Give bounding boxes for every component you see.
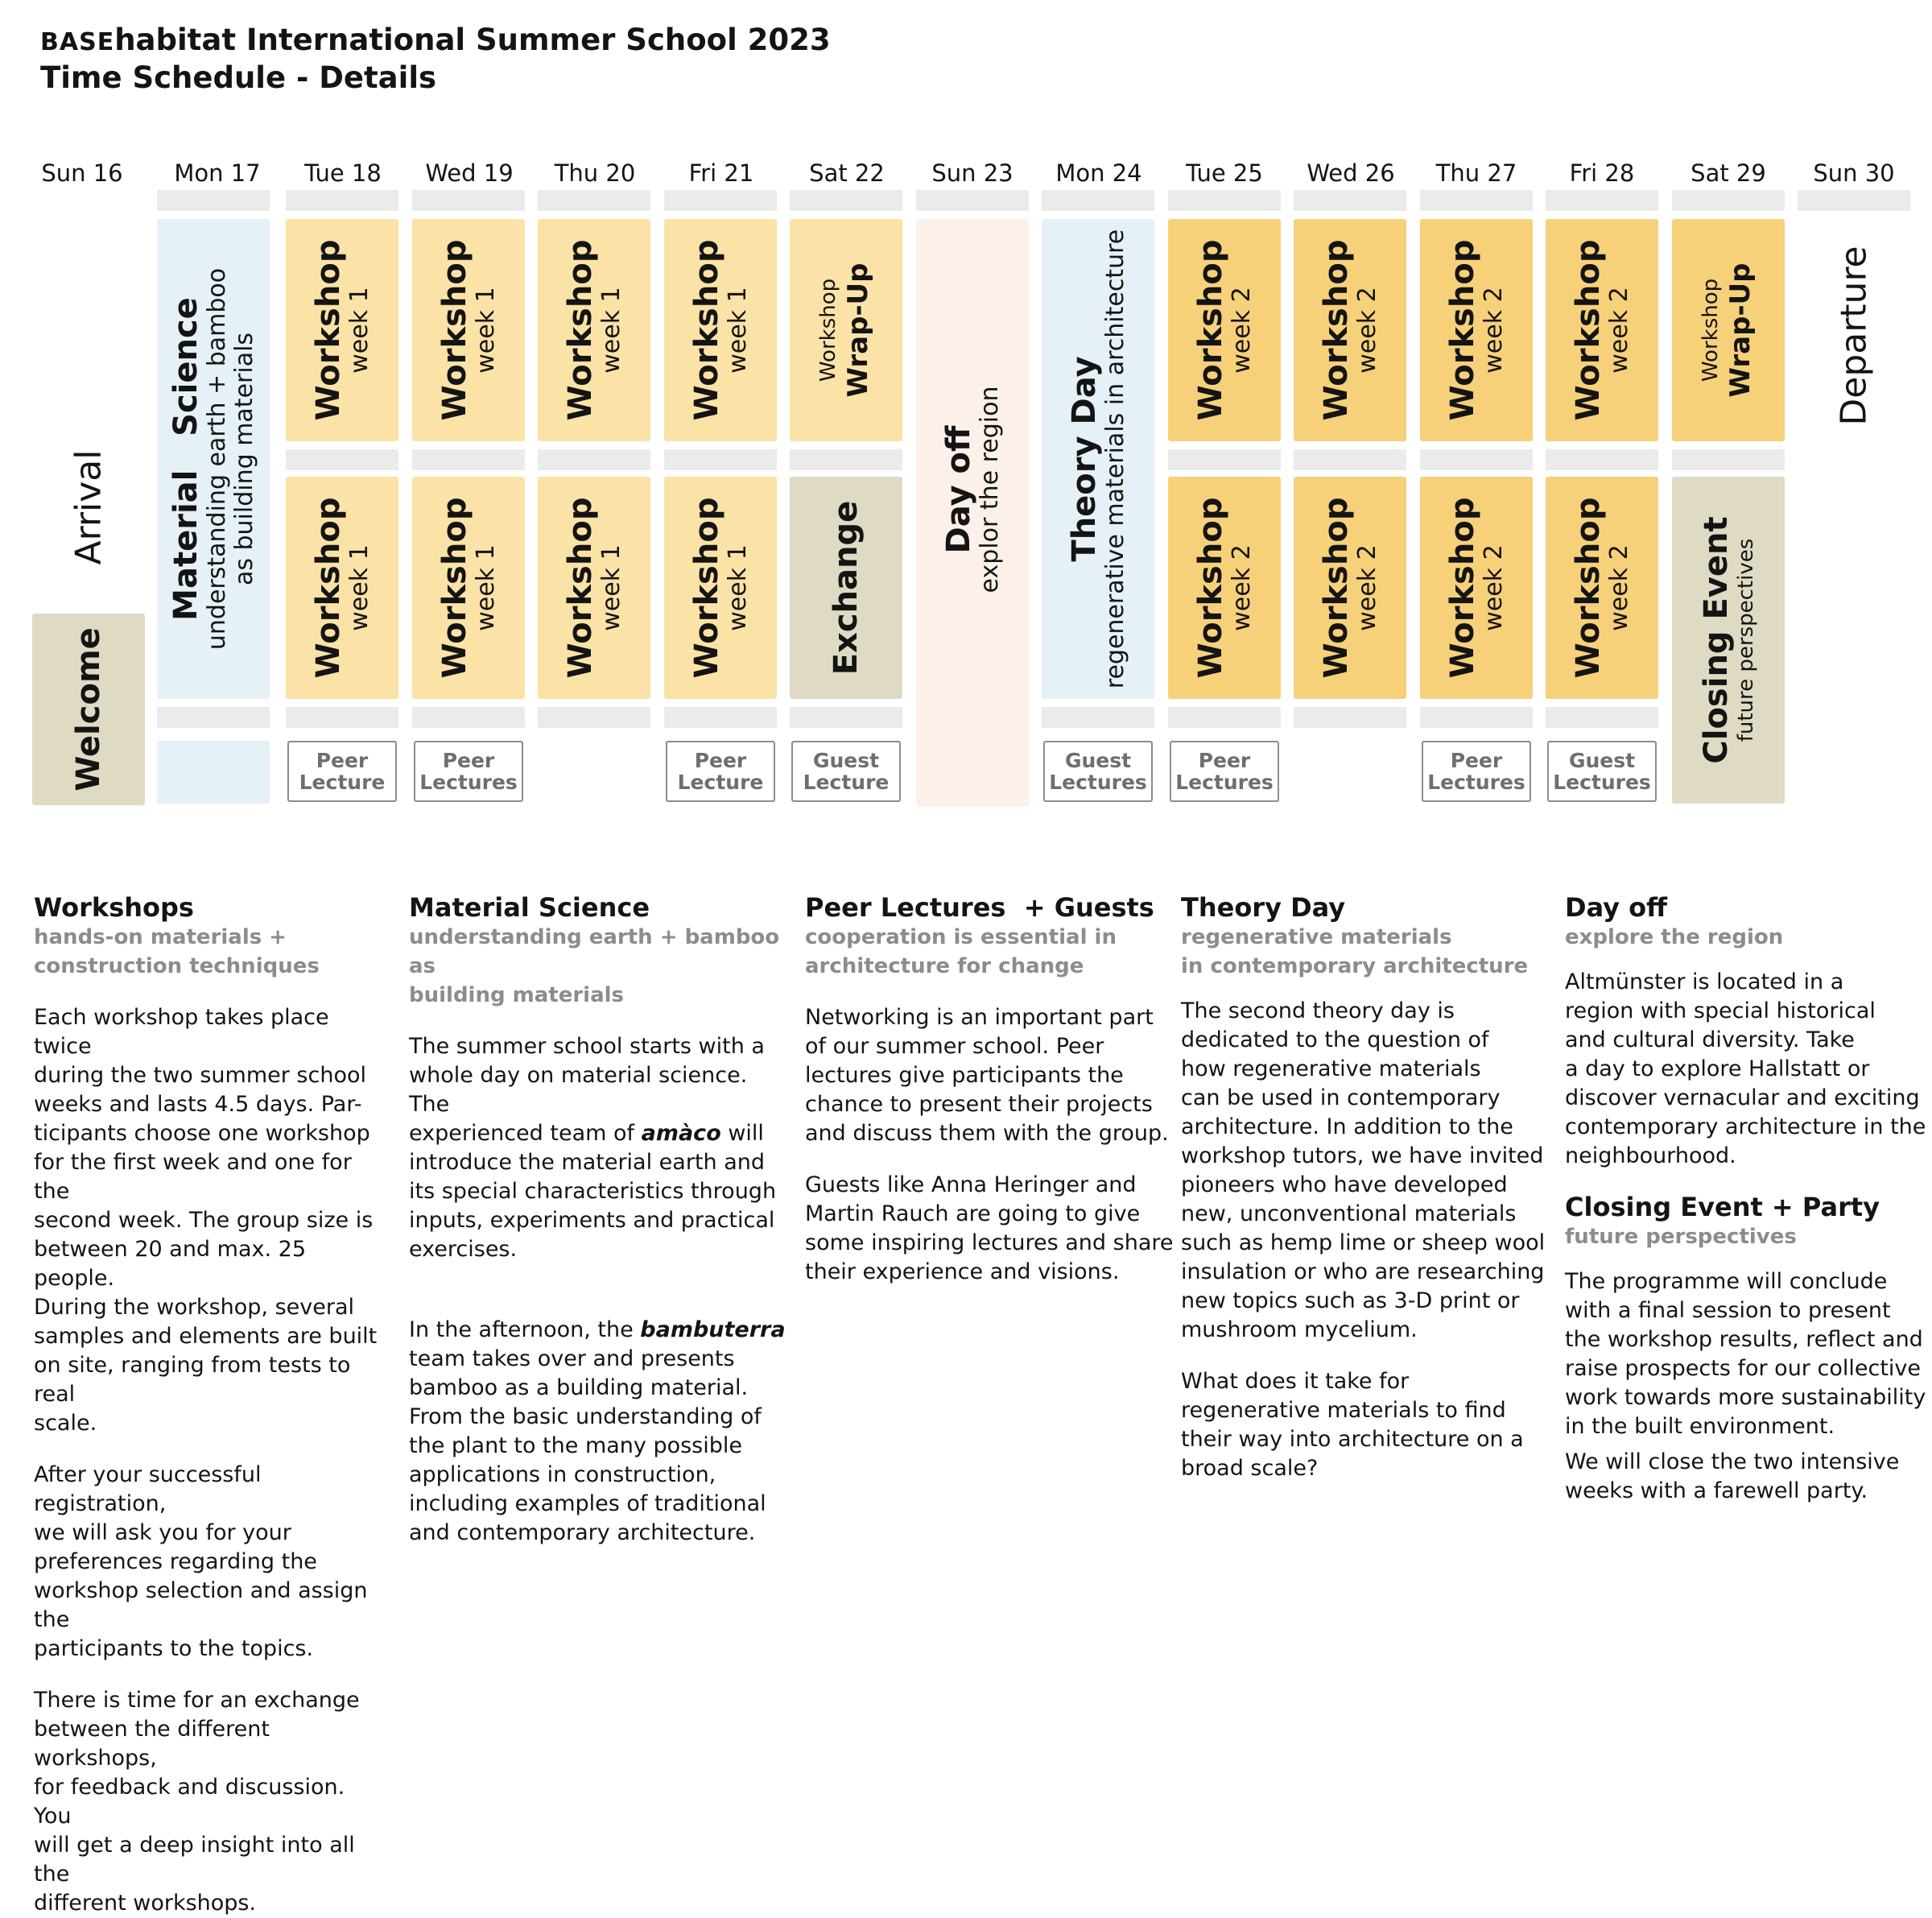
divider bbox=[1798, 190, 1910, 211]
lecture-box bbox=[1043, 741, 1153, 802]
workshop-text bbox=[689, 498, 752, 679]
day-off-sub: explor the region bbox=[976, 386, 1004, 593]
divider bbox=[412, 707, 525, 728]
workshop-block bbox=[1168, 219, 1281, 441]
lecture-word: Lectures bbox=[1427, 771, 1525, 794]
divider bbox=[538, 449, 650, 470]
lecture-word: Lecture bbox=[299, 771, 386, 794]
day-off-description bbox=[1565, 892, 1927, 1506]
divider bbox=[664, 449, 777, 470]
workshop-title: Workshop bbox=[688, 239, 725, 421]
workshop-title: Workshop bbox=[688, 497, 725, 679]
divider bbox=[1546, 707, 1658, 728]
divider bbox=[1546, 190, 1658, 211]
section-title: Material Science bbox=[409, 892, 650, 923]
section-paragraph: Altmünster is located in a region with special historical and cultural diversity. Take a day to explore Hallstatt or discover vernacular and exciting contemporary architecture in the neighbourhood. bbox=[1565, 969, 1926, 1168]
lecture-type: Peer bbox=[1198, 749, 1251, 772]
workshop-title: Workshop bbox=[436, 497, 473, 679]
closing-event-sub: future perspectives bbox=[1734, 538, 1758, 742]
workshop-week: week 2 bbox=[1228, 544, 1256, 631]
workshop-title: Workshop bbox=[310, 497, 347, 679]
theory-day-description bbox=[1181, 892, 1551, 1483]
day-label: Wed 26 bbox=[1307, 159, 1395, 187]
divider bbox=[1672, 449, 1785, 470]
workshop-block bbox=[538, 477, 650, 699]
day-label: Mon 24 bbox=[1055, 159, 1142, 187]
title-rest: habitat International Summer School 2023 bbox=[114, 23, 831, 57]
divider bbox=[790, 707, 902, 728]
peer-lectures-description bbox=[805, 892, 1175, 1287]
workshop-block bbox=[664, 219, 777, 441]
divider bbox=[157, 707, 270, 728]
section-paragraph: Networking is an important part of our summer school. Peer lectures give participants the chance to present their projects and discuss them with the group. bbox=[805, 1005, 1169, 1146]
workshop-week: week 1 bbox=[345, 287, 374, 374]
wrapup-text bbox=[1699, 262, 1758, 397]
workshop-week: week 1 bbox=[597, 287, 625, 374]
workshop-block bbox=[1168, 477, 1281, 699]
section-paragraph: Guests like Anna Heringer and Martin Rauch are going to give some inspiring lectures and share their experience and visions. bbox=[805, 1172, 1174, 1284]
section-title: Workshops bbox=[34, 892, 194, 923]
divider bbox=[286, 449, 398, 470]
section-subtitle: future perspectives bbox=[1565, 1225, 1797, 1249]
workshop-block bbox=[1420, 219, 1533, 441]
workshop-text bbox=[311, 240, 374, 421]
material-science-title: Material Science bbox=[167, 297, 204, 621]
day-label: Sat 22 bbox=[809, 159, 885, 187]
brand-base: BASE bbox=[40, 28, 115, 56]
closing-event-block bbox=[1672, 477, 1785, 804]
divider bbox=[1168, 449, 1281, 470]
workshop-block bbox=[286, 219, 398, 441]
workshop-title: Workshop bbox=[1570, 497, 1607, 679]
wrapup-block bbox=[790, 219, 902, 441]
divider bbox=[1294, 707, 1406, 728]
divider bbox=[1042, 190, 1154, 211]
workshop-block bbox=[1294, 477, 1406, 699]
wrapup-title: Wrap-Up bbox=[1724, 262, 1757, 398]
lecture-word: Lectures bbox=[419, 771, 518, 794]
workshop-title: Workshop bbox=[562, 239, 599, 421]
lecture-type: Peer bbox=[694, 749, 747, 772]
wrapup-title: Wrap-Up bbox=[842, 262, 874, 398]
lecture-box bbox=[1547, 741, 1657, 802]
workshop-week: week 2 bbox=[1228, 287, 1256, 374]
bambuterra-name: bambuterra bbox=[640, 1317, 786, 1342]
closing-event-text bbox=[1699, 516, 1758, 763]
workshop-title: Workshop bbox=[1444, 497, 1481, 679]
day-label: Sun 30 bbox=[1813, 159, 1895, 187]
section-paragraph: After your successful registration, we will ask you for your preferences regarding the workshop selection and assign the participants to the topics. bbox=[34, 1462, 368, 1661]
divider bbox=[1672, 190, 1785, 211]
workshop-week: week 1 bbox=[472, 544, 500, 631]
exchange-block bbox=[790, 477, 902, 699]
lecture-box bbox=[1170, 741, 1279, 802]
divider bbox=[157, 190, 270, 211]
workshop-text bbox=[437, 498, 500, 679]
divider bbox=[790, 190, 902, 211]
workshop-title: Workshop bbox=[1192, 239, 1229, 421]
wrapup-text bbox=[816, 262, 876, 397]
workshop-title: Workshop bbox=[1318, 239, 1355, 421]
divider bbox=[1420, 449, 1533, 470]
divider bbox=[1420, 190, 1533, 211]
title-line bbox=[40, 23, 831, 60]
divider bbox=[1168, 190, 1281, 211]
workshop-text bbox=[563, 240, 625, 421]
material-science-sub: as building materials bbox=[230, 332, 258, 586]
workshop-week: week 2 bbox=[1353, 287, 1381, 374]
divider bbox=[1042, 707, 1154, 728]
wrapup-small: Workshop bbox=[1699, 278, 1723, 382]
section-title: Peer Lectures + Guests bbox=[805, 892, 1154, 923]
workshop-text bbox=[689, 240, 752, 421]
section-title: Closing Event + Party bbox=[1565, 1192, 1880, 1222]
workshop-text bbox=[1571, 498, 1633, 679]
workshop-title: Workshop bbox=[436, 239, 473, 421]
welcome-label: Welcome bbox=[70, 627, 107, 792]
workshop-block bbox=[286, 477, 398, 699]
workshop-block bbox=[1546, 219, 1658, 441]
lecture-box bbox=[791, 741, 901, 802]
lecture-box bbox=[414, 741, 523, 802]
divider bbox=[1168, 707, 1281, 728]
lecture-type: Peer bbox=[316, 749, 369, 772]
theory-day-text bbox=[1067, 229, 1129, 688]
workshop-week: week 1 bbox=[345, 544, 374, 631]
workshop-text bbox=[437, 240, 500, 421]
lecture-type: Guest bbox=[812, 749, 880, 772]
lecture-box bbox=[1422, 741, 1531, 802]
section-subtitle: cooperation is essential in architecture for change bbox=[805, 925, 1117, 978]
closing-event-title: Closing Event bbox=[1698, 516, 1735, 764]
day-label: Wed 19 bbox=[425, 159, 514, 187]
workshop-block bbox=[1420, 477, 1533, 699]
day-label: Tue 25 bbox=[1186, 159, 1263, 187]
section-subtitle: understanding earth + bamboo as building materials bbox=[409, 925, 780, 1007]
divider bbox=[1420, 707, 1533, 728]
material-science-block bbox=[157, 219, 270, 699]
section-title: Theory Day bbox=[1181, 892, 1346, 923]
divider bbox=[1294, 449, 1406, 470]
section-paragraph: We will close the two intensive weeks with a farewell party. bbox=[1565, 1449, 1900, 1503]
day-label: Thu 27 bbox=[1435, 159, 1517, 187]
workshop-block bbox=[1546, 477, 1658, 699]
workshop-title: Workshop bbox=[1444, 239, 1481, 421]
divider bbox=[1294, 190, 1406, 211]
divider bbox=[664, 190, 777, 211]
section-paragraph bbox=[409, 1316, 787, 1548]
text-run: will introduce the material earth and its special characteristics through inputs, experiments and practical exercises. bbox=[409, 1121, 777, 1262]
lecture-word: Lectures bbox=[1175, 771, 1274, 794]
section-paragraph: Each workshop takes place twice during the two summer school weeks and lasts 4.5 days. Par- ticipants choose one workshop for the first week and one for the second week. The group size is between 20 and max. 25 people. During the workshop, several samples and elements are built on site, ranging from tests to real scale. bbox=[34, 1005, 378, 1436]
workshop-title: Workshop bbox=[1318, 497, 1355, 679]
day-label: Mon 17 bbox=[174, 159, 261, 187]
workshop-text bbox=[1193, 240, 1256, 421]
lecture-word: Lectures bbox=[1553, 771, 1651, 794]
workshop-week: week 1 bbox=[724, 544, 752, 631]
lecture-box bbox=[287, 741, 397, 802]
text-run: In the afternoon, the bbox=[409, 1317, 641, 1342]
lecture-word: Lecture bbox=[677, 771, 764, 794]
workshop-week: week 2 bbox=[1353, 544, 1381, 631]
workshop-week: week 1 bbox=[597, 544, 625, 631]
section-paragraph: There is time for an exchange between the different workshops, for feedback and discussion. You will get a deep insight into all the different workshops. bbox=[34, 1688, 360, 1916]
workshop-text bbox=[1319, 498, 1381, 679]
workshop-title: Workshop bbox=[1192, 497, 1229, 679]
text-run: team takes over and presents bamboo as a building material. From the basic understanding of the plant to the many possible applications in construction, including examples of traditional and contemporary architecture. bbox=[409, 1346, 766, 1545]
material-science-extension bbox=[157, 741, 270, 804]
departure-block bbox=[1798, 219, 1910, 453]
day-label: Fri 28 bbox=[1569, 159, 1635, 187]
section-paragraph: The second theory day is dedicated to the question of how regenerative materials can be used in contemporary architecture. In addition to the workshop tutors, we have invited pioneers who have developed new, unconventional materials such as hemp lime or sheep wool insulation or who are researching new topics such as 3-D print or mushroom mycelium. bbox=[1181, 998, 1546, 1342]
divider bbox=[286, 190, 398, 211]
divider bbox=[538, 190, 650, 211]
theory-day-sub: regenerative materials in architecture bbox=[1101, 229, 1129, 689]
lecture-box bbox=[666, 741, 775, 802]
arrival-label: Arrival bbox=[68, 449, 109, 565]
day-off-block bbox=[916, 219, 1029, 807]
workshop-text bbox=[1445, 240, 1508, 421]
day-label: Sun 16 bbox=[41, 159, 123, 187]
workshop-text bbox=[311, 498, 374, 679]
arrival-block bbox=[32, 403, 145, 612]
section-subtitle: hands-on materials + construction techniques bbox=[34, 925, 320, 978]
day-label: Tue 18 bbox=[304, 159, 382, 187]
workshop-title: Workshop bbox=[310, 239, 347, 421]
divider bbox=[412, 449, 525, 470]
workshop-block bbox=[538, 219, 650, 441]
page-title bbox=[40, 23, 831, 96]
workshop-block bbox=[412, 477, 525, 699]
divider bbox=[286, 707, 398, 728]
workshop-title: Workshop bbox=[1570, 239, 1607, 421]
workshop-week: week 2 bbox=[1605, 287, 1633, 374]
workshop-text bbox=[1571, 240, 1633, 421]
lecture-type: Peer bbox=[442, 749, 495, 772]
material-science-text bbox=[168, 268, 258, 650]
wrapup-small: Workshop bbox=[816, 278, 840, 382]
workshop-week: week 1 bbox=[472, 287, 500, 374]
day-label: Sun 23 bbox=[931, 159, 1013, 187]
day-label: Sat 29 bbox=[1690, 159, 1766, 187]
day-off-title: Day off bbox=[940, 425, 977, 554]
lecture-type: Guest bbox=[1064, 749, 1132, 772]
workshop-block bbox=[1294, 219, 1406, 441]
text-run: The summer school starts with a whole day on material science. The experienced team of bbox=[409, 1034, 765, 1146]
divider bbox=[412, 190, 525, 211]
workshop-week: week 2 bbox=[1605, 544, 1633, 631]
day-off-text bbox=[941, 386, 1004, 593]
workshop-title: Workshop bbox=[562, 497, 599, 679]
workshop-week: week 2 bbox=[1480, 287, 1508, 374]
divider bbox=[790, 449, 902, 470]
workshop-week: week 1 bbox=[724, 287, 752, 374]
section-title: Day off bbox=[1565, 892, 1668, 923]
section-subtitle: explore the region bbox=[1565, 925, 1784, 949]
theory-day-block bbox=[1042, 219, 1154, 699]
section-paragraph: The programme will conclude with a final session to present the workshop results, reflect and raise prospects for our collective work towards more sustainability in the built environment. bbox=[1565, 1269, 1926, 1439]
exchange-label: Exchange bbox=[828, 500, 865, 676]
day-label: Thu 20 bbox=[554, 159, 636, 187]
welcome-block bbox=[32, 614, 145, 805]
divider bbox=[664, 707, 777, 728]
workshop-text bbox=[1193, 498, 1256, 679]
workshop-text bbox=[1445, 498, 1508, 679]
divider bbox=[916, 190, 1029, 211]
material-science-description bbox=[409, 892, 787, 1548]
divider bbox=[538, 707, 650, 728]
workshops-description bbox=[34, 892, 388, 1918]
section-paragraph bbox=[409, 1032, 787, 1264]
lecture-type: Guest bbox=[1568, 749, 1636, 772]
section-paragraph: What does it take for regenerative materials to find their way into architecture on a broad scale? bbox=[1181, 1369, 1524, 1481]
material-science-sub: understanding earth + bamboo bbox=[203, 267, 231, 651]
amaco-name: amàco bbox=[641, 1121, 721, 1146]
theory-day-title: Theory Day bbox=[1066, 356, 1103, 562]
workshop-text bbox=[1319, 240, 1381, 421]
workshop-week: week 2 bbox=[1480, 544, 1508, 631]
lecture-word: Lectures bbox=[1049, 771, 1147, 794]
lecture-word: Lecture bbox=[803, 771, 890, 794]
day-label: Fri 21 bbox=[688, 159, 754, 187]
workshop-block bbox=[412, 219, 525, 441]
workshop-text bbox=[563, 498, 625, 679]
workshop-block bbox=[664, 477, 777, 699]
divider bbox=[1546, 449, 1658, 470]
wrapup-block bbox=[1672, 219, 1785, 441]
subtitle: Time Schedule - Details bbox=[40, 60, 437, 95]
section-subtitle: regenerative materials in contemporary architecture bbox=[1181, 925, 1529, 978]
lecture-type: Peer bbox=[1450, 749, 1503, 772]
departure-label: Departure bbox=[1833, 246, 1875, 426]
